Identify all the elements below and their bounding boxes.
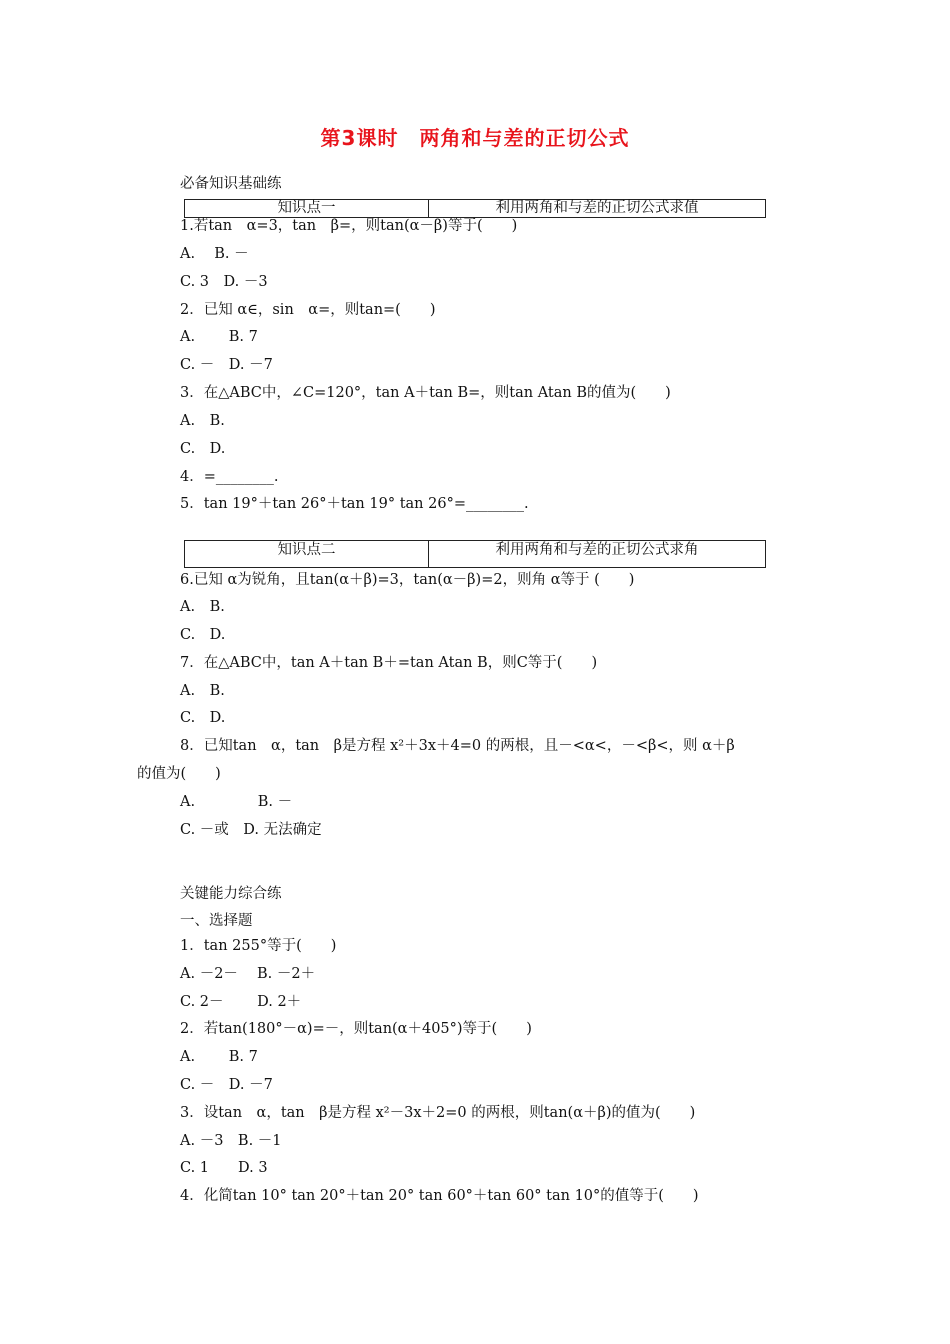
knowledge-point-label: 知识点一 — [185, 200, 429, 218]
question-line: 6.已知 α为锐角，且tan(α＋β)=3，tan(α－β)=2，则角 α等于 ( ) — [180, 572, 635, 588]
option-line: C. －或 D. 无法确定 — [180, 822, 322, 838]
question-line: 8．已知tan α，tan β是方程 x²＋3x＋4=0 的两根，且－<α<，－<β<，则 α＋β — [180, 738, 735, 754]
question-line: 5．tan 19°＋tan 26°＋tan 19° tan 26°=________. — [180, 496, 529, 512]
question-line-continued: 的值为( ) — [137, 766, 221, 782]
option-line: A. B. — [180, 413, 225, 429]
option-line: A. B. 7 — [180, 329, 258, 345]
question-line: 2．已知 α∈，sin α=，则tan=( ) — [180, 302, 436, 318]
option-line: C. D. — [180, 627, 226, 643]
option-line: C. D. — [180, 441, 226, 457]
option-line: C. － D. －7 — [180, 357, 273, 373]
knowledge-point-label: 知识点二 — [185, 541, 429, 568]
option-line: C. 1 D. 3 — [180, 1160, 268, 1176]
knowledge-point-topic: 利用两角和与差的正切公式求角 — [429, 541, 766, 568]
question-line: 7．在△ABC中，tan A＋tan B＋=tan Atan B，则C等于( ) — [180, 655, 598, 671]
option-line: A. －2－ B. －2＋ — [180, 966, 316, 982]
option-line: A. B. 7 — [180, 1049, 258, 1065]
question-line: 4．化简tan 10° tan 20°＋tan 20° tan 60°＋tan 60° tan 10°的值等于( ) — [180, 1188, 699, 1204]
option-line: C. D. — [180, 710, 226, 726]
option-line: A. B. — [180, 599, 225, 615]
question-line: 1．tan 255°等于( ) — [180, 938, 337, 954]
question-line: 3．设tan α，tan β是方程 x²－3x＋2=0 的两根，则tan(α＋β)的值为( ) — [180, 1105, 696, 1121]
knowledge-table-2 — [184, 540, 766, 568]
option-line: A. B. － — [180, 246, 249, 262]
question-line: 2．若tan(180°－α)=－，则tan(α＋405°)等于( ) — [180, 1021, 532, 1037]
option-line: C. － D. －7 — [180, 1077, 273, 1093]
option-line: A. B. — [180, 683, 225, 699]
page-title: 第3课时 两角和与差的正切公式 — [320, 126, 630, 150]
question-line: 4．=________. — [180, 469, 279, 485]
question-line: 3．在△ABC中，∠C=120°，tan A＋tan B=，则tan Atan B的值为( ) — [180, 385, 671, 401]
option-line: A. B. － — [180, 794, 293, 810]
option-line: C. 2－ D. 2＋ — [180, 994, 302, 1010]
option-line: C. 3 D. －3 — [180, 274, 268, 290]
question-line: 1.若tan α=3，tan β=，则tan(α－β)等于( ) — [180, 218, 518, 234]
option-line: A. －3 B. －1 — [180, 1133, 282, 1149]
knowledge-point-topic: 利用两角和与差的正切公式求值 — [429, 200, 766, 218]
section-heading-ability: 关键能力综合练 — [180, 886, 282, 902]
section-heading-basic: 必备知识基础练 — [180, 176, 282, 192]
section-subheading: 一、选择题 — [180, 913, 253, 929]
